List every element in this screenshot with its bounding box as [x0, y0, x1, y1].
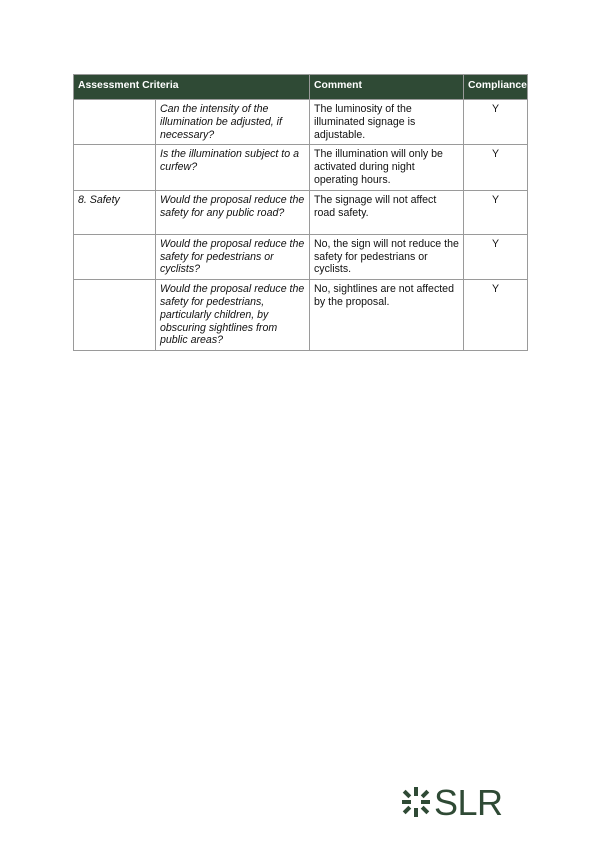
- category-cell: [74, 280, 156, 351]
- assessment-table: [73, 74, 528, 351]
- slr-logo: [401, 783, 531, 821]
- question-cell: Would the proposal reduce the safety for pedestrians or cyclists?: [156, 234, 310, 279]
- header-compliance: Compliance: [464, 75, 528, 100]
- comment-cell: No, the sign will not reduce the safety for pedestrians or cyclists.: [310, 234, 464, 279]
- comment-cell: The illumination will only be activated during night operating hours.: [310, 145, 464, 190]
- table-row: [74, 280, 528, 351]
- logo-text: SLR: [434, 783, 503, 821]
- asterisk-burst-icon: [402, 787, 430, 817]
- header-assessment-criteria: Assessment Criteria: [74, 75, 310, 100]
- question-cell: Can the intensity of the illumination be adjusted, if necessary?: [156, 100, 310, 145]
- comment-cell: The signage will not affect road safety.: [310, 190, 464, 234]
- question-cell: Would the proposal reduce the safety for pedestrians, particularly children, by obscuring sightlines from public areas?: [156, 280, 310, 351]
- compliance-cell: Y: [464, 190, 528, 234]
- question-cell: Would the proposal reduce the safety for any public road?: [156, 190, 310, 234]
- compliance-cell: Y: [464, 100, 528, 145]
- category-cell: [74, 234, 156, 279]
- category-cell: [74, 145, 156, 190]
- comment-cell: No, sightlines are not affected by the proposal.: [310, 280, 464, 351]
- category-cell: [74, 100, 156, 145]
- table-row: [74, 100, 528, 145]
- table-row: [74, 145, 528, 190]
- compliance-cell: Y: [464, 234, 528, 279]
- table-row: [74, 190, 528, 234]
- table-row: [74, 234, 528, 279]
- compliance-cell: Y: [464, 280, 528, 351]
- slr-logo-graphic: [401, 783, 531, 821]
- header-comment: Comment: [310, 75, 464, 100]
- comment-cell: The luminosity of the illuminated signage is adjustable.: [310, 100, 464, 145]
- compliance-cell: Y: [464, 145, 528, 190]
- question-cell: Is the illumination subject to a curfew?: [156, 145, 310, 190]
- table-header-row: [74, 75, 528, 100]
- category-cell: 8. Safety: [74, 190, 156, 234]
